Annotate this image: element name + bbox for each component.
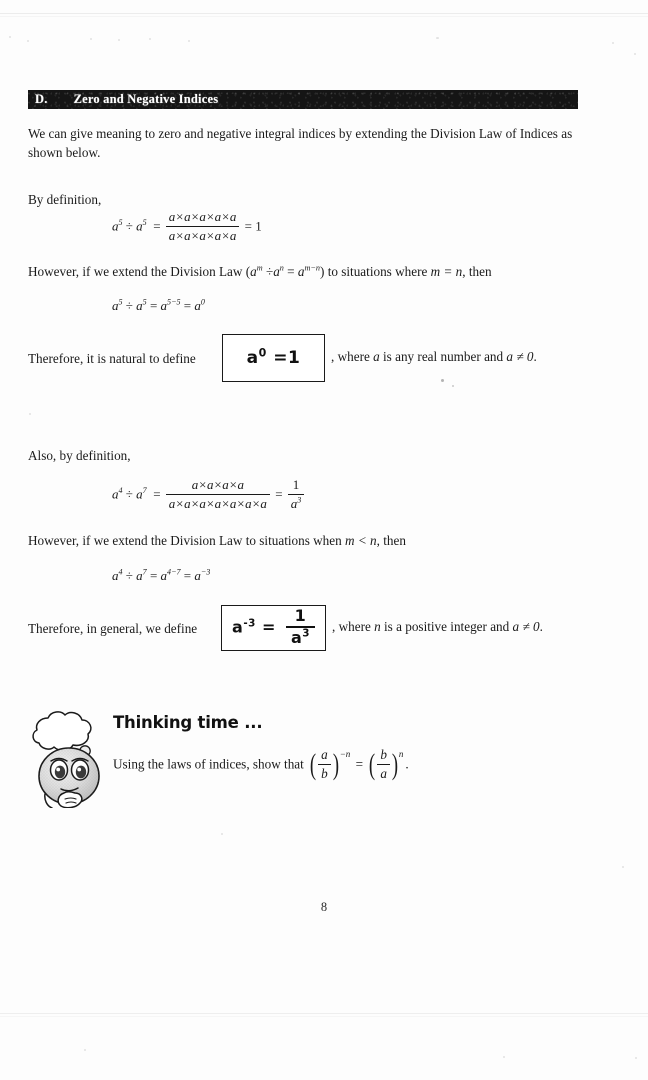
zero-index-exponent: 0	[258, 346, 267, 360]
equation-a5-divide-a5	[112, 210, 262, 245]
eq1-denominator: a×a×a×a×a	[168, 228, 237, 243]
eq3-result-denominator	[288, 495, 305, 512]
eq1-operator: ÷	[125, 218, 133, 234]
left-fraction	[318, 747, 331, 782]
eq1-lhs-base: a	[112, 218, 119, 234]
define-1-suffix-text-2: is any real number and	[383, 349, 504, 364]
extend-division-law-sentence-1	[28, 264, 492, 280]
extend-2-text-suffix: , then	[376, 533, 406, 548]
eq2-exp-4: 0	[200, 297, 205, 307]
eq2-operator: ÷	[125, 298, 133, 313]
eq2-exp-1: 5	[118, 297, 123, 307]
eq1-equals: =	[149, 218, 161, 234]
define-line-2-prefix: Therefore, in general, we define	[28, 621, 198, 636]
scan-speck	[9, 36, 11, 38]
thinking-time-heading: Thinking time ...	[113, 713, 263, 732]
eq1-lhs-exponent: 5	[118, 218, 123, 228]
extend-1-law-result-base: a	[297, 264, 305, 279]
eq3-lhs-exponent: 4	[118, 486, 123, 496]
negative-index-frac-den-base: a	[290, 627, 303, 647]
eq3-operator: ÷	[125, 486, 133, 502]
thinking-task-prefix: Using the laws of indices, show that	[113, 756, 304, 772]
thinking-mascot-illustration	[28, 696, 114, 808]
eq3-result-numerator: 1	[288, 477, 305, 495]
scan-speck	[635, 1057, 637, 1059]
scan-speck	[90, 38, 92, 40]
scan-speck	[634, 53, 636, 55]
extend-division-law-sentence-2	[28, 533, 406, 549]
section-letter: D.	[35, 92, 48, 106]
negative-index-formula	[232, 605, 315, 647]
negative-index-fraction	[286, 605, 315, 647]
thinking-task-period: .	[405, 756, 409, 772]
scan-speck	[221, 833, 223, 835]
scan-speck	[503, 1056, 505, 1058]
extend-1-law-exp-m: m	[256, 263, 263, 273]
zero-index-definition-box	[222, 334, 325, 382]
eq3-rhs-base: a	[136, 486, 143, 502]
extend-1-law-result-exp: m−n	[304, 263, 321, 273]
thinking-right-expression	[367, 747, 404, 782]
scan-speck	[149, 38, 151, 40]
define-line-1-suffix	[331, 349, 537, 365]
scan-speck	[622, 866, 624, 868]
left-fraction-denominator: b	[321, 766, 328, 781]
scan-speck	[188, 40, 190, 42]
scan-speck	[452, 385, 454, 387]
zero-index-equals: =	[273, 348, 288, 368]
negative-index-equals: =	[261, 617, 276, 637]
eq4-exp-3: 4−7	[167, 567, 181, 577]
scan-speck	[84, 1049, 86, 1051]
define-1-suffix-period: .	[533, 349, 537, 364]
define-2-suffix-variable: n	[374, 619, 381, 634]
define-2-suffix-text-1: , where	[332, 619, 371, 634]
definition-label-2: Also, by definition,	[28, 448, 131, 463]
equation-a5-minus-a5-equals-a0	[112, 298, 205, 314]
scan-speck	[29, 413, 31, 415]
intro-paragraph: We can give meaning to zero and negative integral indices by extending the Division Law of Indices as shown below.	[28, 126, 573, 160]
page-top-edge-line-secondary	[0, 16, 648, 17]
mascot-hand	[58, 792, 82, 808]
extend-1-law-base-2: a	[273, 264, 280, 279]
right-paren-open-icon: (	[369, 748, 376, 781]
eq2-exp-3: 5−5	[167, 297, 181, 307]
section-title: Zero and Negative Indices	[73, 92, 219, 106]
equation-a4-divide-a7	[112, 478, 306, 513]
eq4-operator: ÷	[125, 568, 133, 583]
negative-index-base: a	[232, 617, 244, 637]
page-number: 8	[320, 900, 328, 914]
eq3-equals-2: =	[275, 486, 283, 502]
left-exponent: −n	[339, 749, 351, 759]
eq2-base-1: a	[112, 298, 119, 313]
eq2-exp-2: 5	[142, 297, 147, 307]
eq4-base-2: a	[136, 568, 143, 583]
eq2-base-3: a	[160, 298, 168, 313]
eq2-base-2: a	[136, 298, 143, 313]
eq4-base-1: a	[112, 568, 119, 583]
eq1-result: 1	[255, 218, 262, 234]
define-1-suffix-text-1: , where	[331, 349, 370, 364]
define-line-1-prefix: Therefore, it is natural to define	[28, 351, 196, 366]
equation-a4-minus-a7-equals-a-negative3	[112, 568, 210, 584]
eq4-equals-1: =	[149, 568, 158, 583]
eq4-exp-2: 7	[142, 567, 147, 577]
eq1-rhs-exponent: 5	[142, 218, 147, 228]
left-fraction-numerator: a	[318, 747, 331, 765]
page-bottom-edge-line	[0, 1013, 648, 1014]
right-exponent: n	[398, 749, 404, 759]
page-bottom-edge-line-secondary	[0, 1016, 648, 1017]
zero-index-base: a	[246, 348, 259, 368]
define-1-suffix-variable: a	[373, 349, 380, 364]
eq2-base-4: a	[194, 298, 201, 313]
eq3-result-fraction	[288, 477, 305, 512]
extend-2-condition: m < n	[345, 533, 377, 548]
right-fraction	[377, 747, 390, 782]
right-fraction-numerator: b	[377, 747, 390, 765]
define-2-suffix-condition: a ≠ 0	[512, 619, 540, 634]
eq3-result-den-exp: 3	[297, 495, 302, 505]
scan-speck	[436, 37, 439, 39]
eq4-exp-4: −3	[200, 567, 211, 577]
zero-index-value: 1	[288, 348, 301, 368]
negative-index-frac-den-exp: 3	[302, 627, 310, 640]
definition-label-1: By definition,	[28, 192, 102, 207]
scan-speck	[118, 39, 120, 41]
page-top-edge-line	[0, 13, 648, 14]
negative-index-frac-denominator	[286, 628, 315, 647]
eq3-equals-1: =	[149, 486, 161, 502]
eq4-exp-1: 4	[118, 567, 123, 577]
eq1-rhs-base: a	[136, 218, 143, 234]
eq3-result-den-base: a	[290, 496, 298, 511]
eq2-equals-1: =	[149, 298, 158, 313]
eq4-base-4: a	[194, 568, 201, 583]
scan-speck	[441, 379, 444, 382]
extend-1-law-base-1: a	[250, 264, 257, 279]
negative-index-exponent: -3	[243, 617, 256, 630]
thinking-time-task	[113, 748, 409, 783]
section-header-band	[28, 90, 578, 109]
eq4-base-3: a	[160, 568, 168, 583]
scan-speck	[27, 40, 29, 42]
thinking-left-expression	[308, 747, 351, 782]
eq3-rhs-exponent: 7	[142, 486, 147, 496]
thought-cloud-icon	[33, 712, 91, 750]
right-fraction-denominator: a	[380, 766, 387, 781]
define-2-suffix-text-2: is a positive integer and	[384, 619, 510, 634]
extend-1-text-middle: ) to situations where	[320, 264, 428, 279]
eq3-numerator: a×a×a×a	[166, 477, 270, 495]
right-paren-close-icon: )	[391, 748, 399, 781]
left-paren-open-icon: (	[310, 748, 317, 781]
thinking-equals: =	[355, 756, 364, 772]
define-line-2-suffix	[332, 619, 543, 635]
eq1-fraction	[166, 209, 240, 244]
zero-index-formula	[247, 348, 301, 368]
define-2-suffix-period: .	[539, 619, 543, 634]
left-paren-close-icon: )	[332, 748, 339, 781]
negative-index-frac-numerator: 1	[286, 608, 315, 628]
extend-1-law-exp-n: n	[279, 263, 284, 273]
eq2-equals-2: =	[183, 298, 192, 313]
eq3-denominator: a×a×a×a×a×a×a	[168, 496, 267, 511]
eq3-fraction	[166, 477, 270, 512]
extend-1-text-prefix: However, if we extend the Division Law (	[28, 264, 251, 279]
extend-1-law-equals: =	[287, 264, 295, 279]
extend-1-text-suffix: , then	[462, 264, 492, 279]
eq3-lhs-base: a	[112, 486, 119, 502]
eq1-numerator: a×a×a×a×a	[166, 209, 240, 227]
extend-1-law-divide: ÷	[265, 264, 274, 279]
extend-1-condition: m = n	[430, 264, 463, 279]
scan-speck	[612, 42, 614, 44]
eq1-equals-2: =	[244, 218, 252, 234]
define-1-suffix-condition: a ≠ 0	[506, 349, 534, 364]
extend-2-text-prefix: However, if we extend the Division Law to situations when	[28, 533, 342, 548]
eq4-equals-2: =	[183, 568, 192, 583]
negative-index-definition-box	[221, 605, 326, 651]
